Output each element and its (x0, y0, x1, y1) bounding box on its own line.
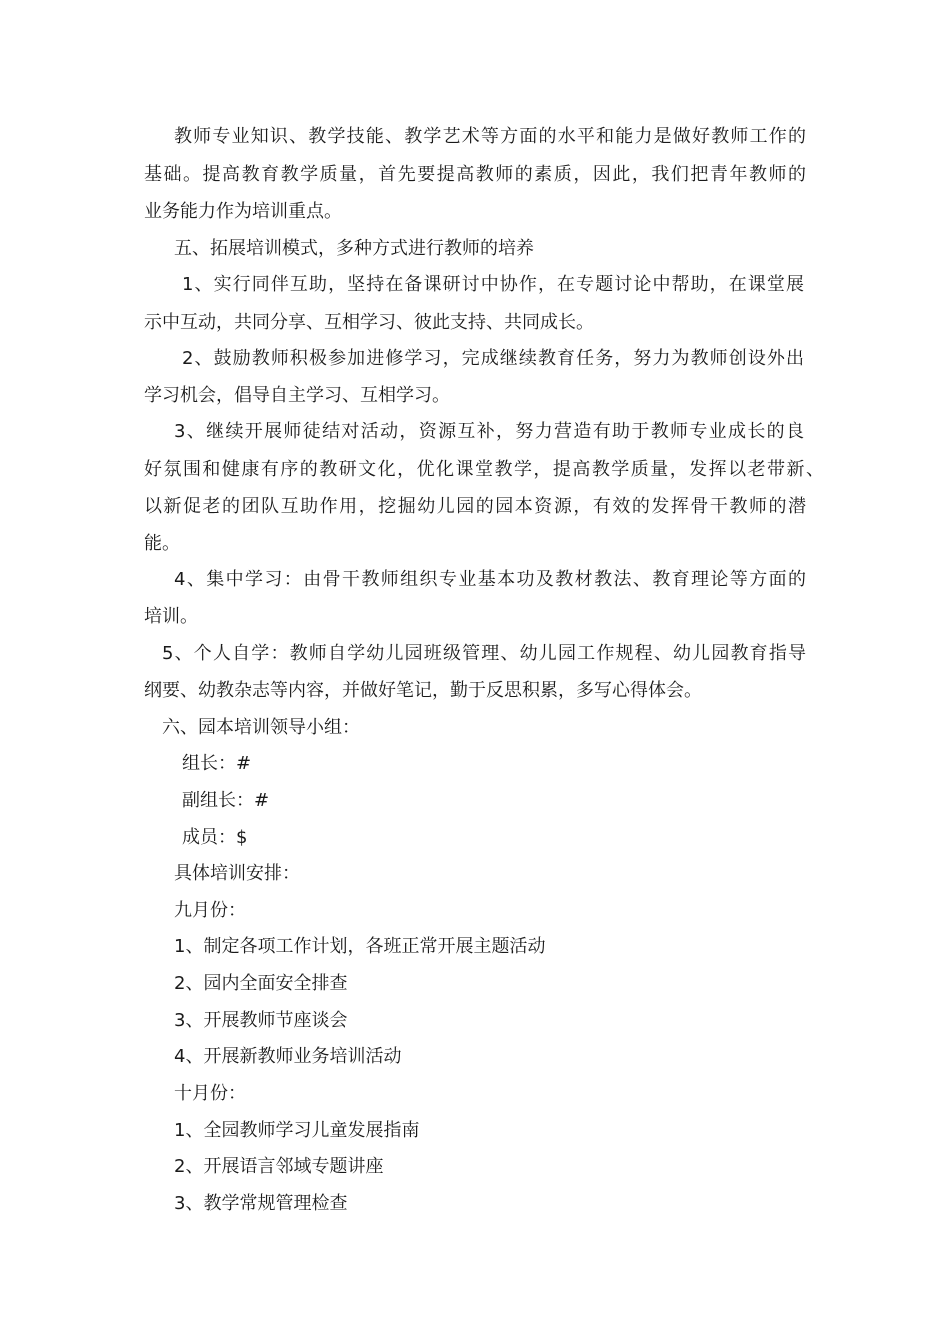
list-item: 1、全园教师学习儿童发展指南 (174, 1120, 420, 1141)
section-heading: 六、园本培训领导小组： (162, 717, 360, 738)
paragraph-line: 学习机会，倡导自主学习、互相学习。 (144, 385, 450, 406)
paragraph-line: 好氛围和健康有序的教研文化，优化课堂教学，提高教学质量，发挥以老带新、 (144, 459, 824, 480)
paragraph-line: 培训。 (144, 606, 198, 627)
list-item: 2、开展语言邻域专题讲座 (174, 1156, 384, 1177)
list-item: 3、开展教师节座谈会 (174, 1010, 348, 1031)
paragraph-line: 能。 (144, 533, 180, 554)
paragraph-line: 4、集中学习：由骨干教师组织专业基本功及教材教法、教育理论等方面的 (174, 569, 806, 590)
paragraph-line: 5、个人自学：教师自学幼儿园班级管理、幼儿园工作规程、幼儿园教育指导 (162, 643, 806, 664)
list-item: 1、制定各项工作计划，各班正常开展主题活动 (174, 936, 546, 957)
members-line: 成员：$ (182, 827, 248, 848)
paragraph-line: 3、继续开展师徒结对活动，资源互补，努力营造有助于教师专业成长的良 (174, 421, 804, 442)
deputy-leader-line: 副组长：# (182, 790, 270, 811)
paragraph-line: 基础。提高教育教学质量，首先要提高教师的素质，因此，我们把青年教师的 (144, 164, 806, 185)
paragraph-line: 业务能力作为培训重点。 (144, 201, 342, 222)
paragraph-line: 2、鼓励教师积极参加进修学习，完成继续教育任务，努力为教师创设外出 (182, 348, 804, 369)
paragraph-line: 以新促老的团队互助作用，挖掘幼儿园的园本资源，有效的发挥骨干教师的潜 (144, 496, 806, 517)
list-item: 3、教学常规管理检查 (174, 1193, 348, 1214)
schedule-heading: 具体培训安排： (174, 863, 300, 884)
paragraph-line: 1、实行同伴互助，坚持在备课研讨中协作，在专题讨论中帮助，在课堂展 (182, 274, 804, 295)
list-item: 4、开展新教师业务培训活动 (174, 1046, 402, 1067)
month-heading: 十月份： (174, 1083, 246, 1104)
section-heading: 五、拓展培训模式，多种方式进行教师的培养 (174, 238, 534, 259)
month-heading: 九月份： (174, 900, 246, 921)
paragraph-line: 教师专业知识、教学技能、教学艺术等方面的水平和能力是做好教师工作的 (174, 126, 806, 147)
list-item: 2、园内全面安全排查 (174, 973, 348, 994)
paragraph-line: 纲要、幼教杂志等内容，并做好笔记，勤于反思积累，多写心得体会。 (144, 680, 702, 701)
paragraph-line: 示中互动，共同分享、互相学习、彼此支持、共同成长。 (144, 312, 594, 333)
group-leader-line: 组长：# (182, 753, 252, 774)
